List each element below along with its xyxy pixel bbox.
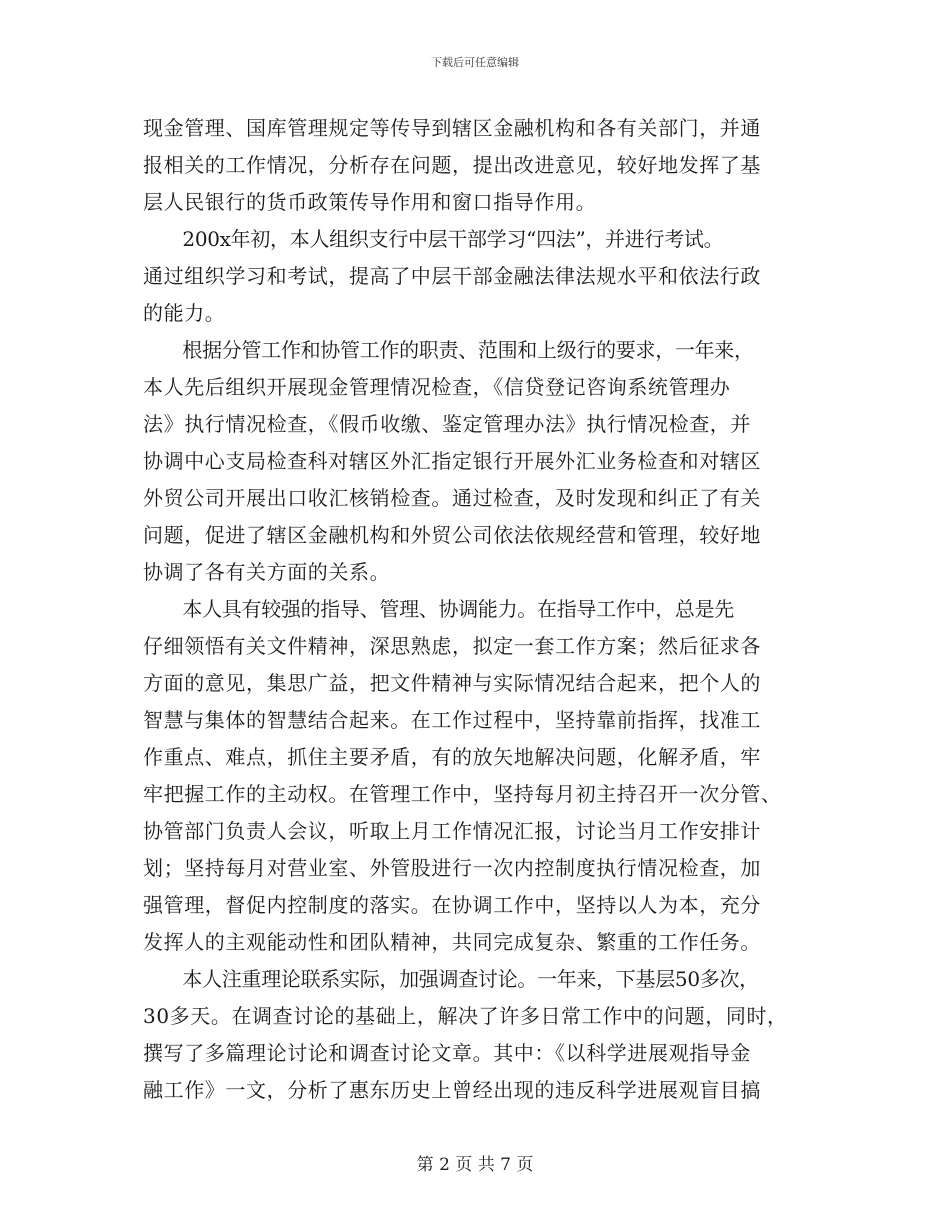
text-line: 牢把握工作的主动权。在管理工作中，坚持每月初主持召开一次分管、 [143, 782, 782, 806]
text-line: 作重点、难点，抓住主要矛盾，有的放矢地解决问题，化解矛盾，牢 [143, 745, 761, 769]
text-line: 报相关的工作情况，分析存在问题，提出改进意见，较好地发挥了基 [143, 153, 761, 177]
text-line: 发挥人的主观能动性和团队精神，共同完成复杂、繁重的工作任务。 [143, 930, 761, 954]
text-line: 融工作》一文，分析了惠东历史上曾经出现的违反科学进展观盲目搞 [143, 1078, 761, 1102]
body-text [143, 110, 808, 1109]
text-line: 法》执行情况检查，《假币收缴、鉴定管理办法》执行情况检查，并 [143, 412, 751, 436]
text-line: 仔细领悟有关文件精神，深思熟虑，拟定一套工作方案；然后征求各 [143, 634, 761, 658]
text-line: 的能力。 [143, 301, 226, 325]
text-line: 现金管理、国库管理规定等传导到辖区金融机构和各有关部门，并通 [143, 116, 761, 140]
text-line: 撰写了多篇理论讨论和调查讨论文章。其中：《以科学进展观指导金 [143, 1041, 751, 1065]
text-line: 方面的意见，集思广益，把文件精神与实际情况结合起来，把个人的 [143, 671, 761, 695]
text-line: 协调中心支局检查科对辖区外汇指定银行开展外汇业务检查和对辖区 [143, 449, 761, 473]
text-line: 外贸公司开展出口收汇核销检查。通过检查，及时发现和纠正了有关 [143, 486, 761, 510]
text-line: 本人具有较强的指导、管理、协调能力。在指导工作中，总是先 [143, 597, 734, 621]
text-line: 协管部门负责人会议，听取上月工作情况汇报，讨论当月工作安排计 [143, 819, 761, 843]
page-footer: 第 2 页 共 7 页 [416, 1155, 534, 1175]
text-line: 强管理，督促内控制度的落实。在协调工作中，坚持以人为本，充分 [143, 893, 761, 917]
text-line: 智慧与集体的智慧结合起来。在工作过程中，坚持靠前指挥，找准工 [143, 708, 761, 732]
text-line: 本人先后组织开展现金管理情况检查，《信贷登记咨询系统管理办 [143, 375, 731, 399]
text-line: 30多天。在调查讨论的基础上，解决了许多日常工作中的问题，同时， [143, 1004, 788, 1028]
text-line: 层人民银行的货币政策传导作用和窗口指导作用。 [143, 190, 597, 214]
text-line: 本人注重理论联系实际，加强调查讨论。一年来，下基层50多次， [143, 967, 759, 991]
text-line: 划；坚持每月对营业室、外管股进行一次内控制度执行情况检查，加 [143, 856, 761, 880]
page-header: 下载后可任意编辑 [431, 56, 519, 69]
text-line: 200x年初，本人组织支行中层干部学习“四法”，并进行考试。 [143, 227, 724, 251]
text-line: 通过组织学习和考试，提高了中层干部金融法律法规水平和依法行政 [143, 264, 761, 288]
text-line: 问题，促进了辖区金融机构和外贸公司依法依规经营和管理，较好地 [143, 523, 761, 547]
text-line: 根据分管工作和协管工作的职责、范围和上级行的要求，一年来， [143, 338, 754, 362]
text-line: 协调了各有关方面的关系。 [143, 560, 391, 584]
